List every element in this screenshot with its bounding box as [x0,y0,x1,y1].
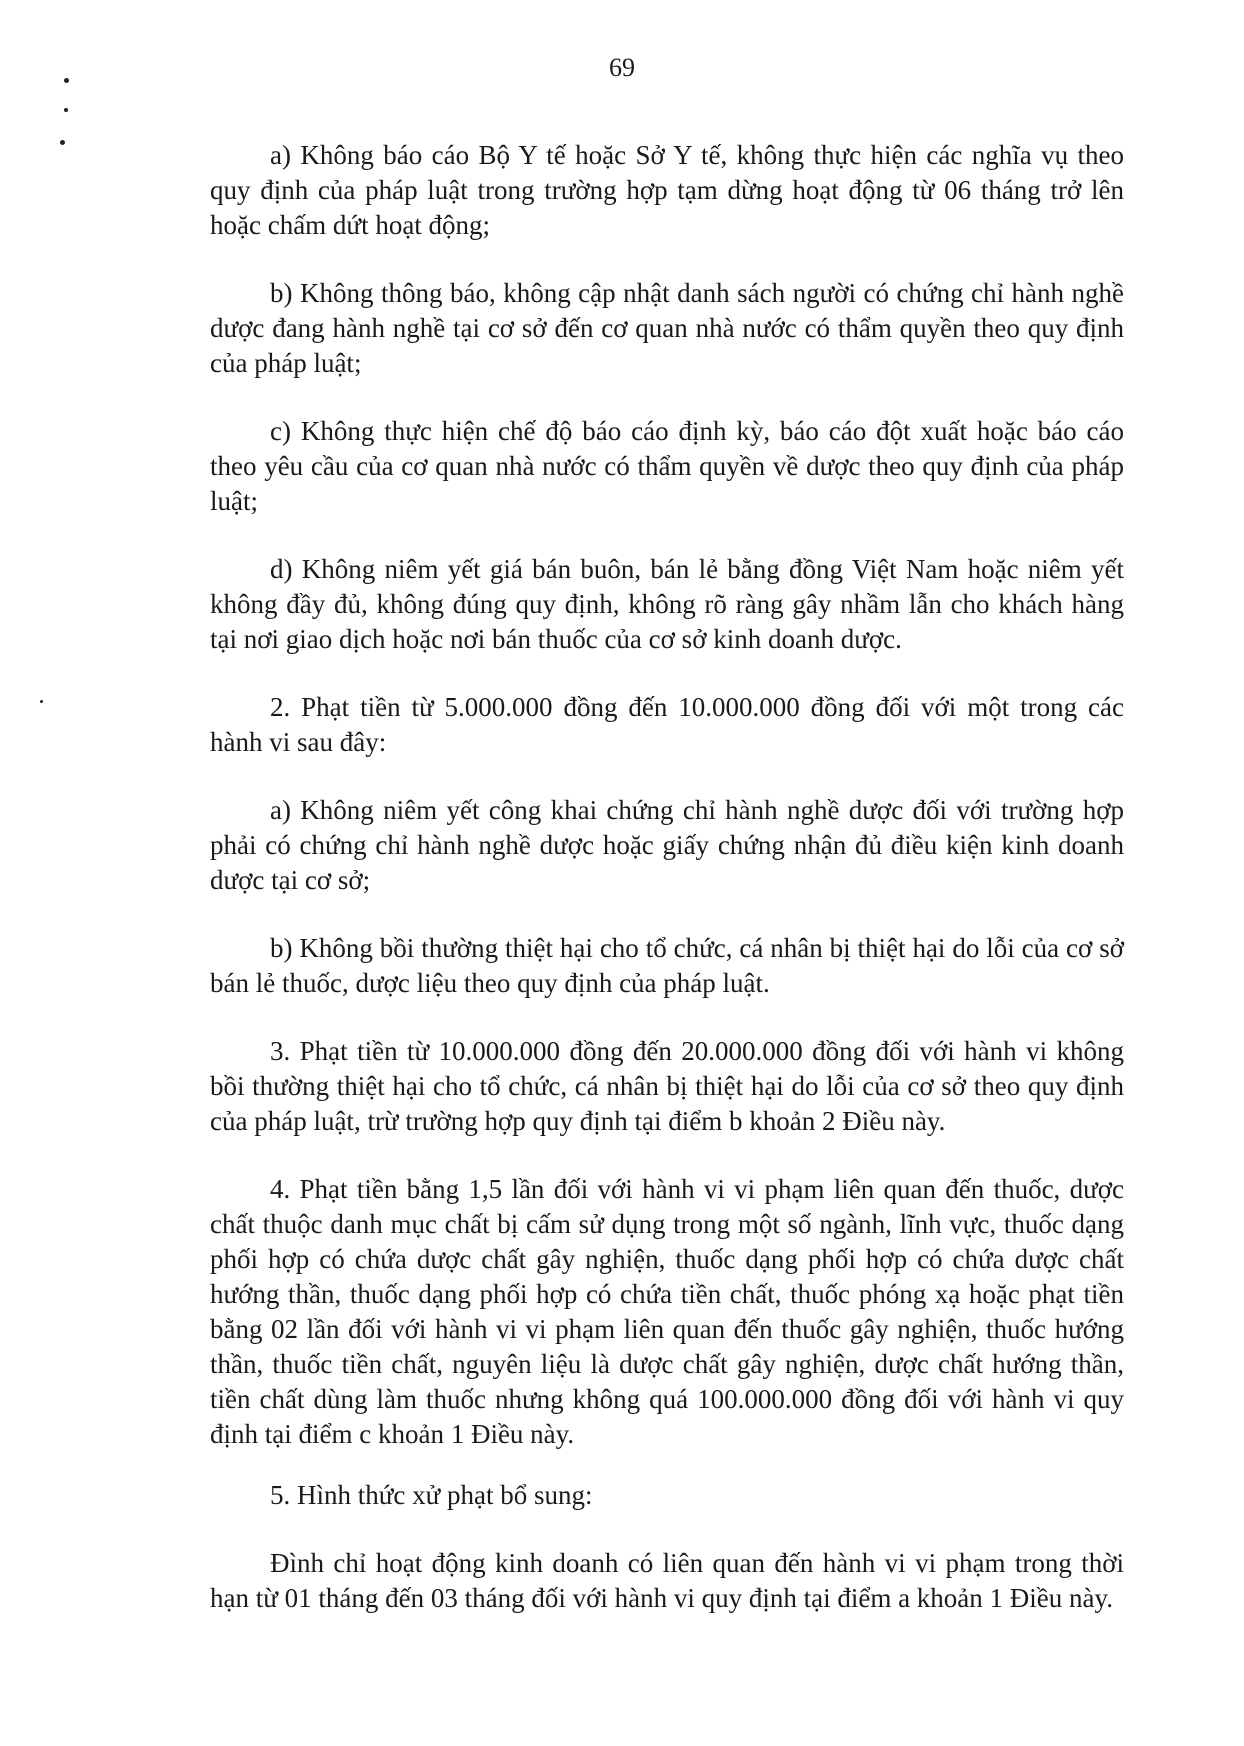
document-body [210,138,1124,1649]
scan-speck [40,700,43,703]
scan-speck [64,78,69,83]
paragraph-2: 2. Phạt tiền từ 5.000.000 đồng đến 10.000.000 đồng đối với một trong các hành vi sau đây: [210,692,1124,757]
paragraph-1c: c) Không thực hiện chế độ báo cáo định kỳ, báo cáo đột xuất hoặc báo cáo theo yêu cầu của cơ quan nhà nước có thẩm quyền về dược theo quy định của pháp luật; [210,416,1124,516]
paragraph-2b: b) Không bồi thường thiệt hại cho tổ chức, cá nhân bị thiệt hại do lỗi của cơ sở bán lẻ thuốc, dược liệu theo quy định của pháp luật. [210,933,1124,998]
paragraph-5-detail: Đình chỉ hoạt động kinh doanh có liên quan đến hành vi vi phạm trong thời hạn từ 01 tháng đến 03 tháng đối với hành vi quy định tại điểm a khoản 1 Điều này. [210,1548,1124,1613]
paragraph-5: 5. Hình thức xử phạt bổ sung: [270,1480,593,1510]
paragraph-3: 3. Phạt tiền từ 10.000.000 đồng đến 20.000.000 đồng đối với hành vi không bồi thường thiệt hại cho tổ chức, cá nhân bị thiệt hại do lỗi của cơ sở theo quy định của pháp luật, trừ trường hợp quy định tại điểm b khoản 2 Điều này. [210,1036,1124,1136]
paragraph-1b: b) Không thông báo, không cập nhật danh sách người có chứng chỉ hành nghề dược đang hành nghề tại cơ sở đến cơ quan nhà nước có thẩm quyền theo quy định của pháp luật; [210,278,1124,378]
paragraph-2a: a) Không niêm yết công khai chứng chỉ hành nghề dược đối với trường hợp phải có chứng chỉ hành nghề dược hoặc giấy chứng nhận đủ điều kiện kinh doanh dược tại cơ sở; [210,795,1124,895]
paragraph-1a: a) Không báo cáo Bộ Y tế hoặc Sở Y tế, không thực hiện các nghĩa vụ theo quy định của pháp luật trong trường hợp tạm dừng hoạt động từ 06 tháng trở lên hoặc chấm dứt hoạt động; [210,140,1124,240]
paragraph-1d: d) Không niêm yết giá bán buôn, bán lẻ bằng đồng Việt Nam hoặc niêm yết không đầy đủ, không đúng quy định, không rõ ràng gây nhầm lẫn cho khách hàng tại nơi giao dịch hoặc nơi bán thuốc của cơ sở kinh doanh dược. [210,554,1124,654]
scan-speck [60,140,65,145]
page-number: 69 [609,53,635,82]
paragraph-4: 4. Phạt tiền bằng 1,5 lần đối với hành vi vi phạm liên quan đến thuốc, dược chất thuộc danh mục chất bị cấm sử dụng trong một số ngành, lĩnh vực, thuốc dạng phối hợp có chứa dược chất gây nghiện, thuốc dạng phối hợp có chứa dược chất hướng thần, thuốc dạng phối hợp có chứa tiền chất, thuốc phóng xạ hoặc phạt tiền bằng 02 lần đối với hành vi vi phạm liên quan đến thuốc gây nghiện, thuốc hướng thần, thuốc tiền chất, nguyên liệu là dược chất gây nghiện, dược chất hướng thần, tiền chất dùng làm thuốc nhưng không quá 100.000.000 đồng đối với hành vi quy định tại điểm c khoản 1 Điều này. [210,1174,1124,1449]
scan-speck [64,108,68,112]
